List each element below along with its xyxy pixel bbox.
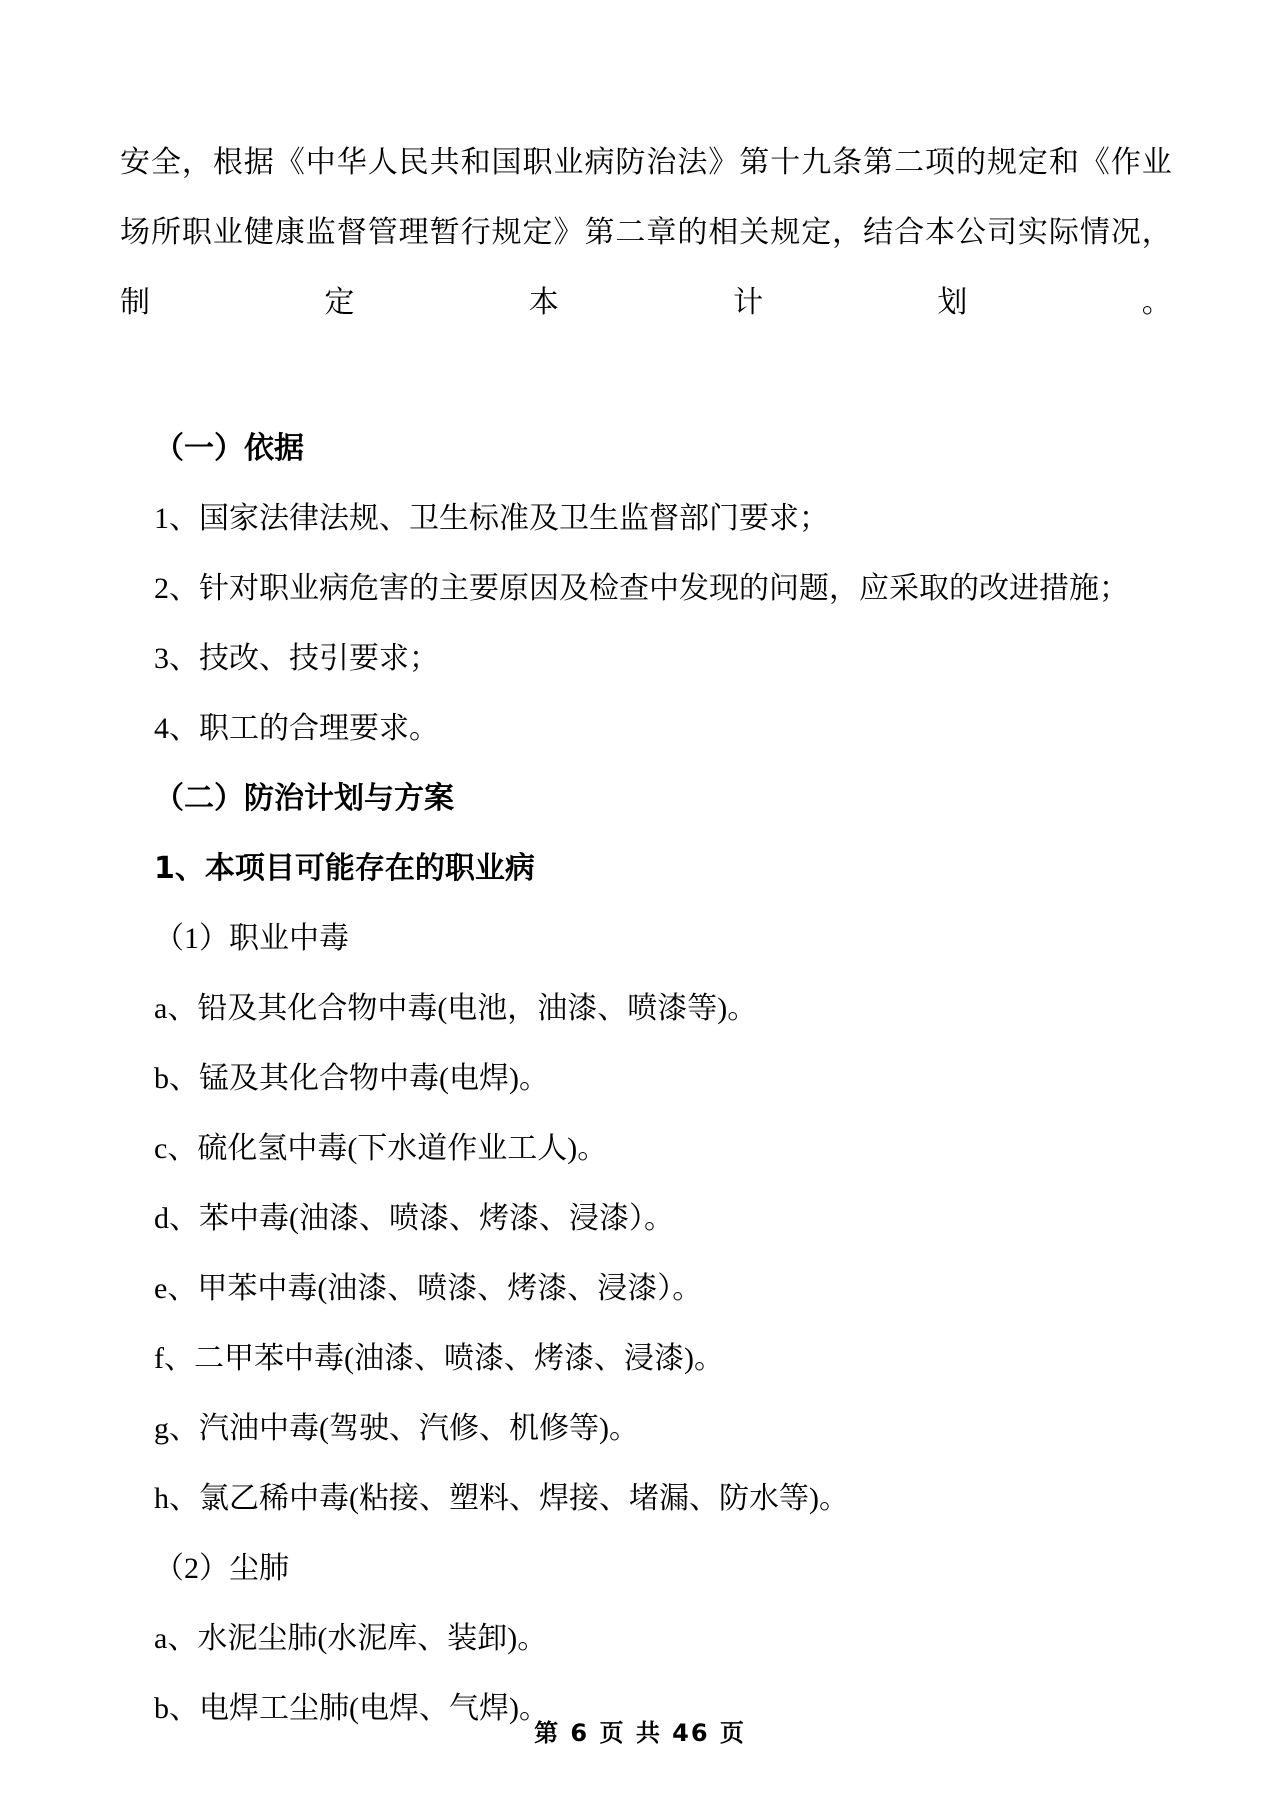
plan-item-1: 1、本项目可能存在的职业病 bbox=[154, 851, 535, 886]
section-heading-basis: （一）依据 bbox=[154, 431, 304, 466]
poison-item-e: e、甲苯中毒(油漆、喷漆、烤漆、浸漆）。 bbox=[154, 1272, 703, 1305]
opening-paragraph: 安全，根据《中华人民共和国职业病防治法》第十九条第二项的规定和《作业场所职业健康监督管理暂行规定》第二章的相关规定，结合本公司实际情况，制定本计划。 bbox=[120, 146, 1172, 319]
page-footer: 第 6 页 共 46 页 bbox=[534, 1719, 746, 1747]
poison-item-f: f、二甲苯中毒(油漆、喷漆、烤漆、浸漆)。 bbox=[154, 1342, 724, 1375]
basis-item-2: 2、针对职业病危害的主要原因及检查中发现的问题，应采取的改进措施； bbox=[154, 572, 1129, 605]
poison-item-d: d、苯中毒(油漆、喷漆、烤漆、浸漆）。 bbox=[154, 1202, 674, 1235]
basis-item-4: 4、职工的合理要求。 bbox=[154, 712, 439, 745]
basis-item-1: 1、国家法律法规、卫生标准及卫生监督部门要求； bbox=[154, 502, 829, 535]
poison-item-g: g、汽油中毒(驾驶、汽修、机修等)。 bbox=[154, 1412, 639, 1445]
section-heading-plan: （二）防治计划与方案 bbox=[154, 781, 454, 816]
poison-item-h: h、氯乙稀中毒(粘接、塑料、焊接、堵漏、防水等)。 bbox=[154, 1482, 849, 1515]
poison-item-c: c、硫化氢中毒(下水道作业工人)。 bbox=[154, 1132, 608, 1165]
plan-subitem-2: （2）尘肺 bbox=[154, 1552, 289, 1585]
poison-item-b: b、锰及其化合物中毒(电焊)。 bbox=[154, 1062, 549, 1095]
basis-item-3: 3、技改、技引要求； bbox=[154, 642, 439, 675]
plan-subitem-1: （1）职业中毒 bbox=[154, 922, 349, 955]
pneumoconiosis-item-a: a、水泥尘肺(水泥库、装卸)。 bbox=[154, 1622, 548, 1655]
pneumoconiosis-item-b: b、电焊工尘肺(电焊、气焊)。 bbox=[154, 1692, 549, 1725]
poison-item-a: a、铅及其化合物中毒(电池，油漆、喷漆等)。 bbox=[154, 992, 758, 1025]
